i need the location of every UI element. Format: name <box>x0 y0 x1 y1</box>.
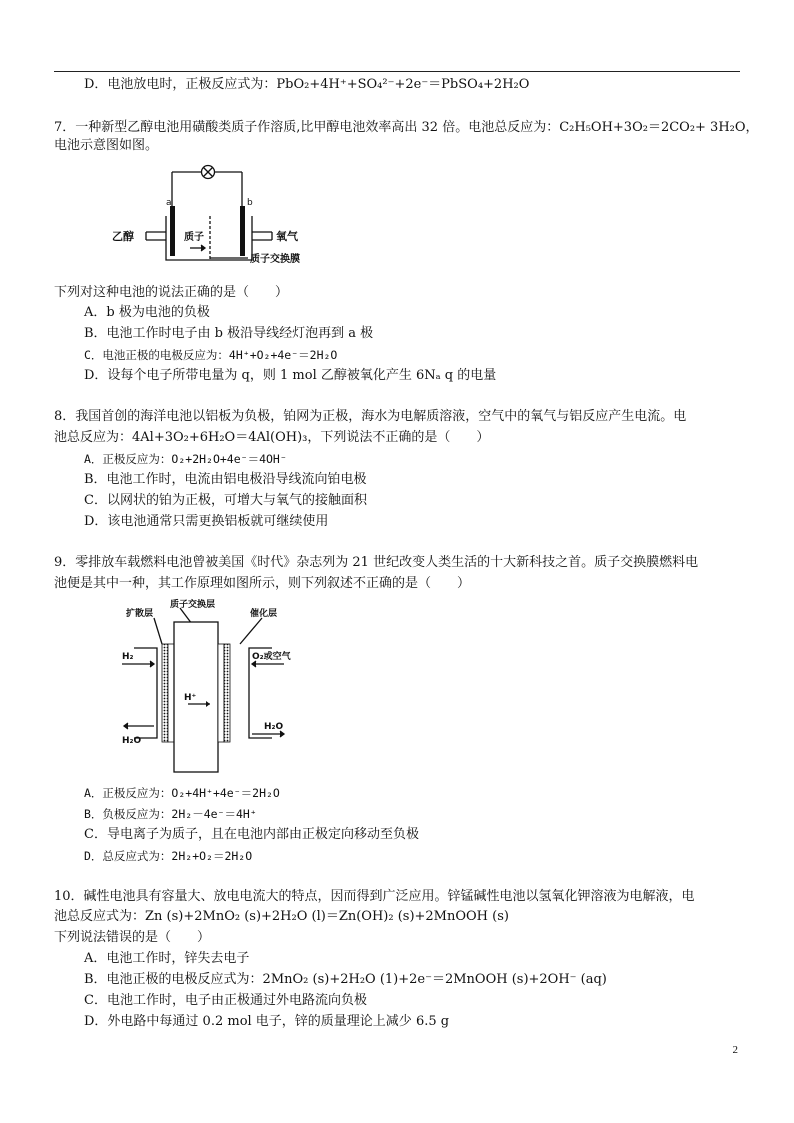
h2o-right-label: H₂O <box>264 722 284 732</box>
q9-option-b: B．负极反应为：2H₂－4e⁻＝4H⁺ <box>84 807 257 821</box>
h2o-left-label: H₂O <box>122 736 142 746</box>
electrode-b-label: b <box>247 198 253 208</box>
q7-option-d: D．设每个电子所带电量为 q，则 1 mol 乙醇被氧化产生 6Nₐ q 的电量 <box>84 368 497 383</box>
membrane-label: 质子交换膜 <box>250 254 300 265</box>
q10-stem-cont: 池总反应式为：Zn (s)+2MnO₂ (s)+2H₂O (l)＝Zn(OH)₂ (s)+2MnOOH (s) <box>54 909 509 924</box>
diffusion-layer-label: 扩散层 <box>126 609 154 619</box>
q8-option-a: A．正极反应为：O₂+2H₂O+4e⁻＝4OH⁻ <box>84 452 287 466</box>
o2-inlet-label: O₂或空气 <box>252 652 291 662</box>
q10-option-c: C．电池工作时，电子由正极通过外电路流向负极 <box>84 993 367 1008</box>
fuel-cell-diagram <box>112 598 308 776</box>
q10-option-a: A．电池工作时，锌失去电子 <box>84 951 250 966</box>
q7-stem-cont: 电池示意图如图。 <box>54 138 159 153</box>
q9-stem: 9．零排放车载燃料电池曾被美国《时代》杂志列为 21 世纪改变人类生活的十大新科技之首。质子交换膜燃料电 <box>54 555 699 570</box>
ethanol-label: 乙醇 <box>112 230 134 243</box>
q7-option-c: C．电池正极的电极反应为：4H⁺+O₂+4e⁻＝2H₂O <box>84 348 338 362</box>
q7-option-b: B．电池工作时电子由 b 极沿导线经灯泡再到 a 极 <box>84 326 374 341</box>
q8-stem: 8．我国首创的海洋电池以铝板为负极，铂网为正极，海水为电解质溶液，空气中的氧气与铝反应产生电流。电 <box>54 409 687 424</box>
q8-option-c: C．以网状的铂为正极，可增大与氧气的接触面积 <box>84 493 367 508</box>
q10-stem: 10．碱性电池具有容量大、放电电流大的特点，因而得到广泛应用。锌锰碱性电池以氢氧化钾溶液为电解液，电 <box>54 889 695 904</box>
prev-option-d: D．电池放电时，正极反应式为：PbO₂+4H⁺+SO₄²⁻+2e⁻＝PbSO₄+2H₂O <box>84 77 530 92</box>
q8-stem-cont: 池总反应为：4Al+3O₂+6H₂O＝4Al(OH)₃，下列说法不正确的是（ ） <box>54 430 490 445</box>
q7-option-a: A．b 极为电池的负极 <box>84 305 210 320</box>
q9-option-d: D．总反应式为：2H₂+O₂＝2H₂O <box>84 849 253 863</box>
proton-label: 质子 <box>184 232 204 243</box>
page-number: 2 <box>732 1044 738 1056</box>
h-plus-label: H⁺ <box>184 693 197 703</box>
q10-option-b: B．电池正极的电极反应式为：2MnO₂ (s)+2H₂O (1)+2e⁻＝2MnOOH (s)+2OH⁻ (aq) <box>84 972 607 987</box>
q8-option-d: D．该电池通常只需更换铝板就可继续使用 <box>84 514 329 529</box>
electrode-a-label: a <box>166 198 172 208</box>
q7-stem: 7．一种新型乙醇电池用磺酸类质子作溶质,比甲醇电池效率高出 32 倍。电池总反应为：C₂H₅OH+3O₂＝2CO₂+ 3H₂O， <box>54 120 759 135</box>
header-rule <box>54 71 740 72</box>
oxygen-label: 氧气 <box>276 230 298 243</box>
q10-ask: 下列说法错误的是（ ） <box>54 930 211 945</box>
h2-inlet-label: H₂ <box>122 652 134 662</box>
proton-exchange-layer-label: 质子交换层 <box>170 600 216 610</box>
catalyst-layer-label: 催化层 <box>250 609 278 619</box>
q9-option-c: C．导电离子为质子，且在电池内部由正极定向移动至负极 <box>84 827 419 842</box>
q8-option-b: B．电池工作时，电流由铝电极沿导线流向铂电极 <box>84 472 367 487</box>
q10-option-d: D．外电路中每通过 0.2 mol 电子，锌的质量理论上减少 6.5 g <box>84 1014 450 1029</box>
q9-stem-cont: 池便是其中一种，其工作原理如图所示，则下列叙述不正确的是（ ） <box>54 576 471 591</box>
q9-option-a: A．正极反应为：O₂+4H⁺+4e⁻＝2H₂O <box>84 786 280 800</box>
q7-ask: 下列对这种电池的说法正确的是（ ） <box>54 285 289 300</box>
